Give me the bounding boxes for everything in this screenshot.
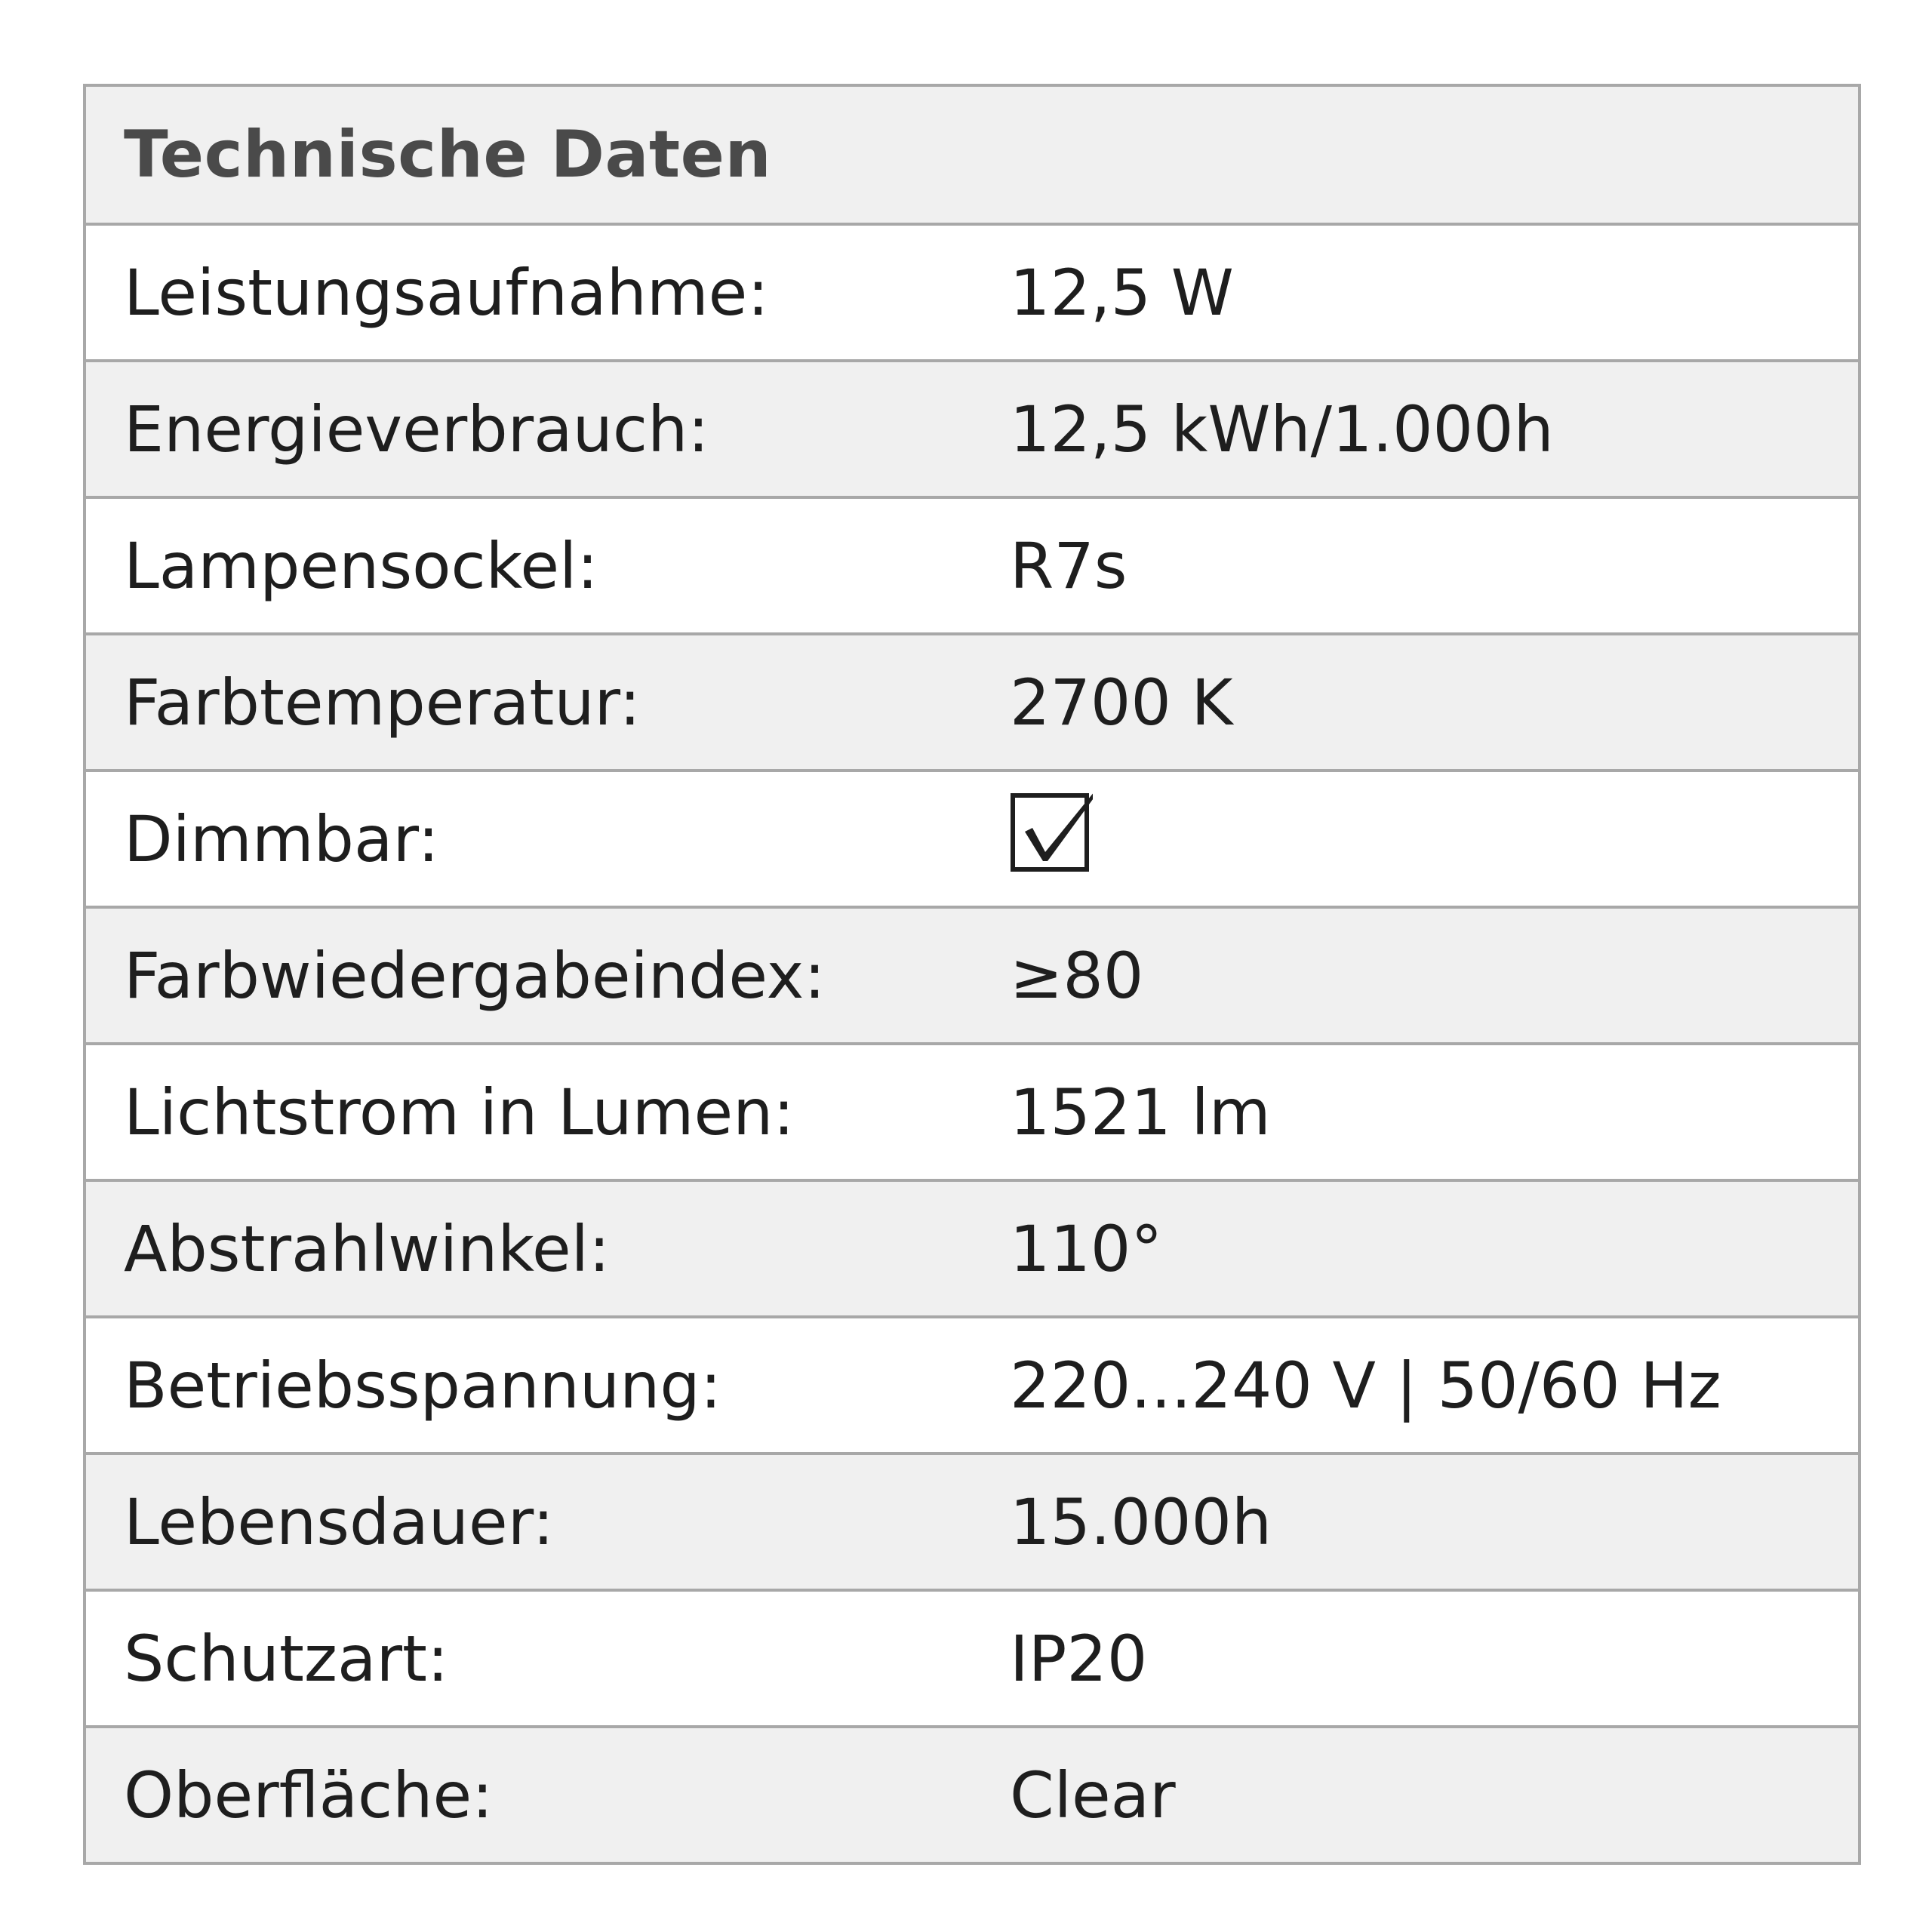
row-value: R7s xyxy=(1010,528,1128,603)
row-label: Lichtstrom in Lumen: xyxy=(124,1075,795,1149)
row-label: Schutzart: xyxy=(124,1621,449,1696)
table-row xyxy=(86,496,1858,632)
table-row xyxy=(86,1452,1858,1589)
table-row xyxy=(86,632,1858,769)
row-label: Lampensockel: xyxy=(124,528,598,603)
row-value: IP20 xyxy=(1010,1621,1148,1696)
row-value: Clear xyxy=(1010,1758,1176,1832)
table-row xyxy=(86,1589,1858,1725)
table-row xyxy=(86,1725,1858,1862)
table-row xyxy=(86,1315,1858,1452)
table-title: Technische Daten xyxy=(124,117,772,192)
table-row xyxy=(86,223,1858,359)
row-value: 110° xyxy=(1010,1211,1163,1286)
table-row xyxy=(86,906,1858,1042)
row-label: Energieverbrauch: xyxy=(124,392,709,466)
checkbox-checked-icon xyxy=(1010,790,1088,869)
row-value: 2700 K xyxy=(1010,665,1233,740)
table-row xyxy=(86,1179,1858,1315)
row-value: 12,5 W xyxy=(1010,255,1234,330)
table-row xyxy=(86,1042,1858,1179)
row-value xyxy=(1010,790,1088,888)
row-value: 15.000h xyxy=(1010,1484,1272,1559)
table-header xyxy=(86,87,1858,223)
row-label: Farbtemperatur: xyxy=(124,665,641,740)
row-label: Farbwiedergabeindex: xyxy=(124,938,826,1013)
row-value: 220...240 V | 50/60 Hz xyxy=(1010,1348,1721,1423)
row-label: Leistungsaufnahme: xyxy=(124,255,769,330)
row-label: Betriebsspannung: xyxy=(124,1348,722,1423)
table-row xyxy=(86,359,1858,496)
row-value: ≥80 xyxy=(1010,938,1144,1013)
row-value: 12,5 kWh/1.000h xyxy=(1010,392,1554,466)
row-label: Dimmbar: xyxy=(124,801,439,876)
row-label: Abstrahlwinkel: xyxy=(124,1211,611,1286)
row-label: Oberfläche: xyxy=(124,1758,494,1832)
spec-table xyxy=(83,84,1861,1865)
row-value: 1521 lm xyxy=(1010,1075,1271,1149)
row-label: Lebensdauer: xyxy=(124,1484,555,1559)
table-row xyxy=(86,769,1858,906)
